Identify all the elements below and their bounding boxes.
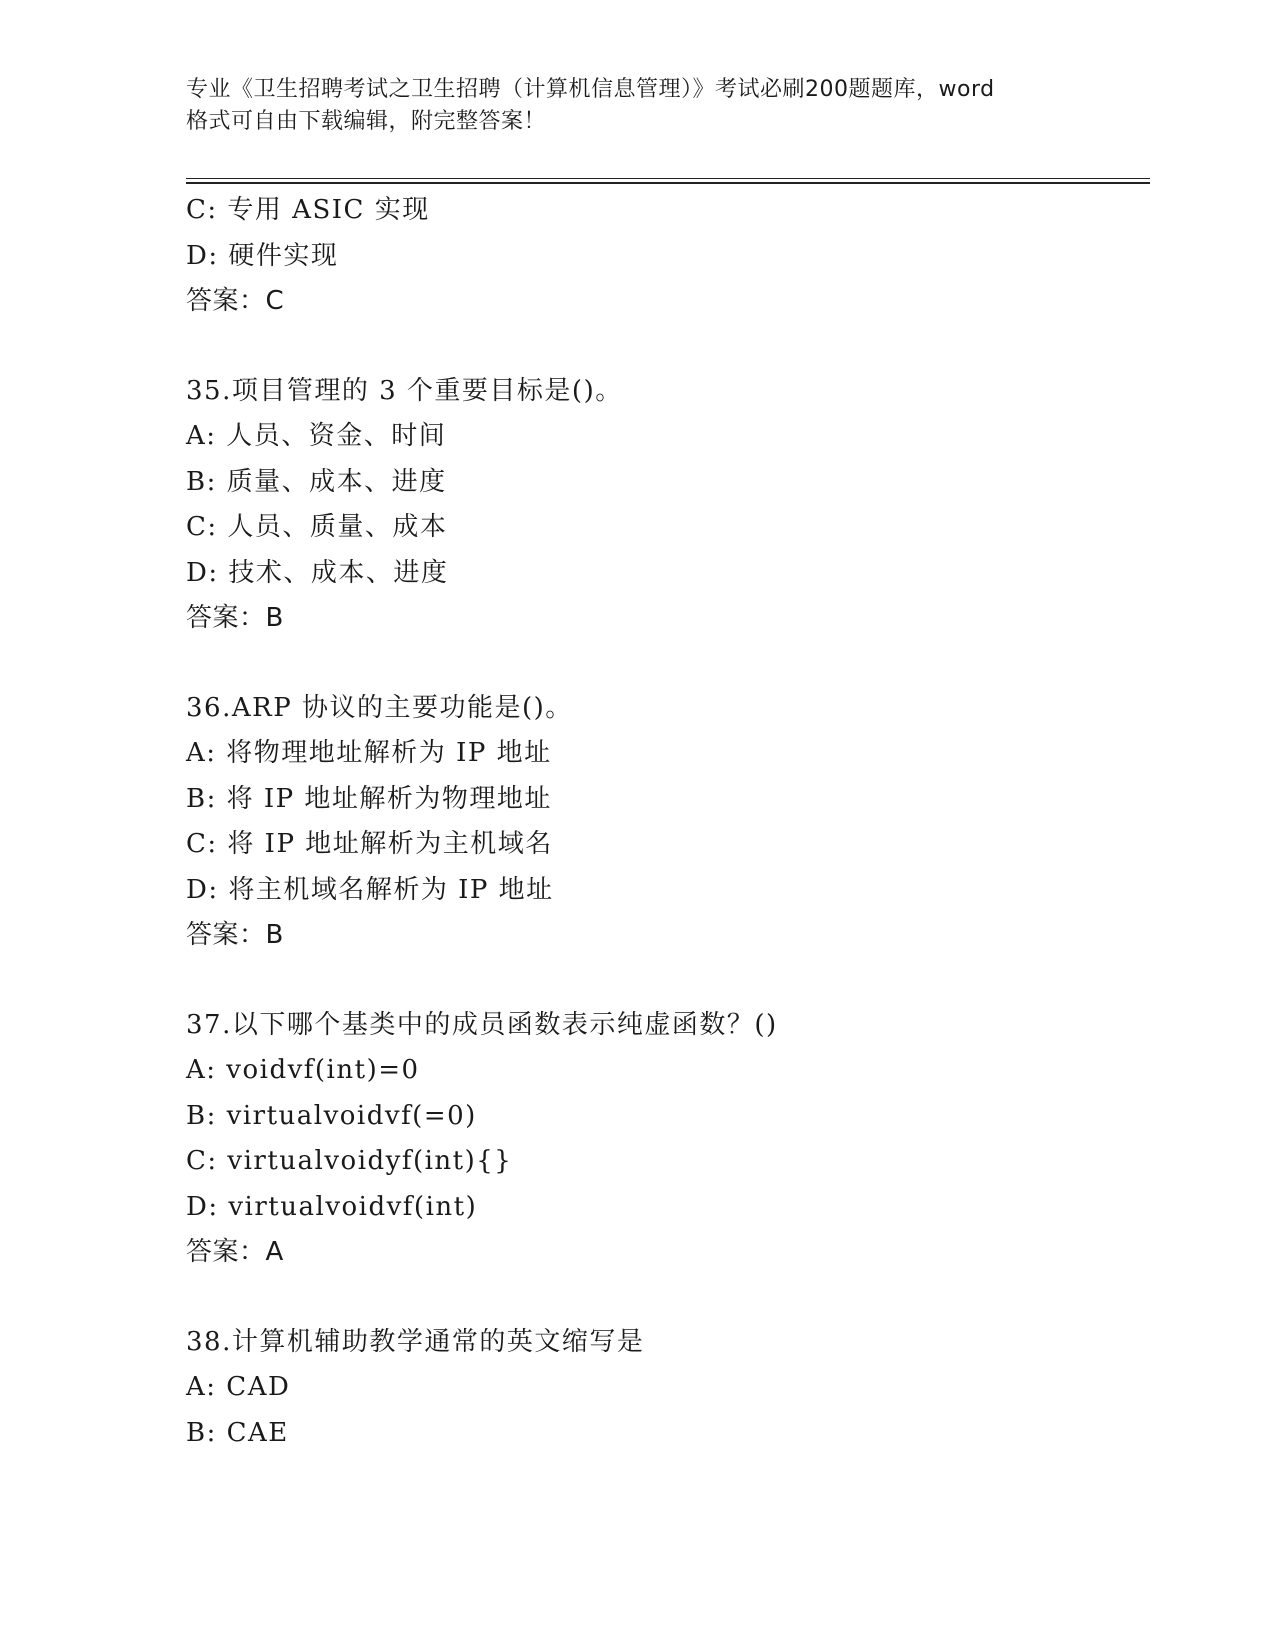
- option-b: B: virtualvoidvf(=0): [186, 1100, 477, 1131]
- option-a: A: 将物理地址解析为 IP 地址: [186, 738, 552, 768]
- question-text: 36.ARP 协议的主要功能是()。: [186, 692, 573, 723]
- option-c: C: 将 IP 地址解析为主机域名: [186, 829, 553, 859]
- spacer: [186, 959, 1146, 1003]
- option-c: C: 人员、质量、成本: [186, 512, 448, 542]
- answer: 答案：C: [186, 286, 285, 316]
- option-a: A: 人员、资金、时间: [186, 421, 447, 451]
- option-d: D: virtualvoidvf(int): [186, 1191, 478, 1222]
- question-35: [186, 369, 1146, 642]
- header-divider-thin: [186, 178, 1150, 179]
- answer: 答案：B: [186, 920, 284, 950]
- spacer: [186, 642, 1146, 686]
- question-36: [186, 686, 1146, 959]
- option-a: A: voidvf(int)=0: [186, 1055, 420, 1085]
- option-b: B: 将 IP 地址解析为物理地址: [186, 783, 552, 814]
- option-d: D: 将主机域名解析为 IP 地址: [186, 874, 554, 905]
- spacer: [186, 325, 1146, 369]
- question-38: [186, 1320, 1146, 1457]
- header-line-2: 格式可自由下载编辑，附完整答案！: [186, 109, 547, 134]
- option-b: B: 质量、成本、进度: [186, 466, 447, 497]
- option-b: B: CAE: [186, 1417, 289, 1448]
- question-text: 35.项目管理的 3 个重要目标是()。: [186, 375, 623, 406]
- question-list: [186, 188, 1146, 1456]
- answer: 答案：A: [186, 1237, 284, 1267]
- header-line-1: 专业《卫生招聘考试之卫生招聘（计算机信息管理）》考试必刷200题题库，word: [186, 77, 995, 102]
- spacer: [186, 1276, 1146, 1320]
- question-text: 37.以下哪个基类中的成员函数表示纯虚函数？(): [186, 1009, 778, 1040]
- question-34: [186, 188, 1146, 325]
- option-c: C: 专用 ASIC 实现: [186, 195, 430, 225]
- option-a: A: CAD: [186, 1372, 291, 1402]
- option-d: D: 硬件实现: [186, 240, 339, 271]
- option-d: D: 技术、成本、进度: [186, 557, 449, 588]
- header-divider-thick: [186, 182, 1150, 184]
- answer: 答案：B: [186, 603, 284, 633]
- question-37: [186, 1003, 1146, 1276]
- document-header: [186, 74, 1106, 138]
- question-text: 38.计算机辅助教学通常的英文缩写是: [186, 1326, 645, 1357]
- option-c: C: virtualvoidyf(int){}: [186, 1146, 513, 1176]
